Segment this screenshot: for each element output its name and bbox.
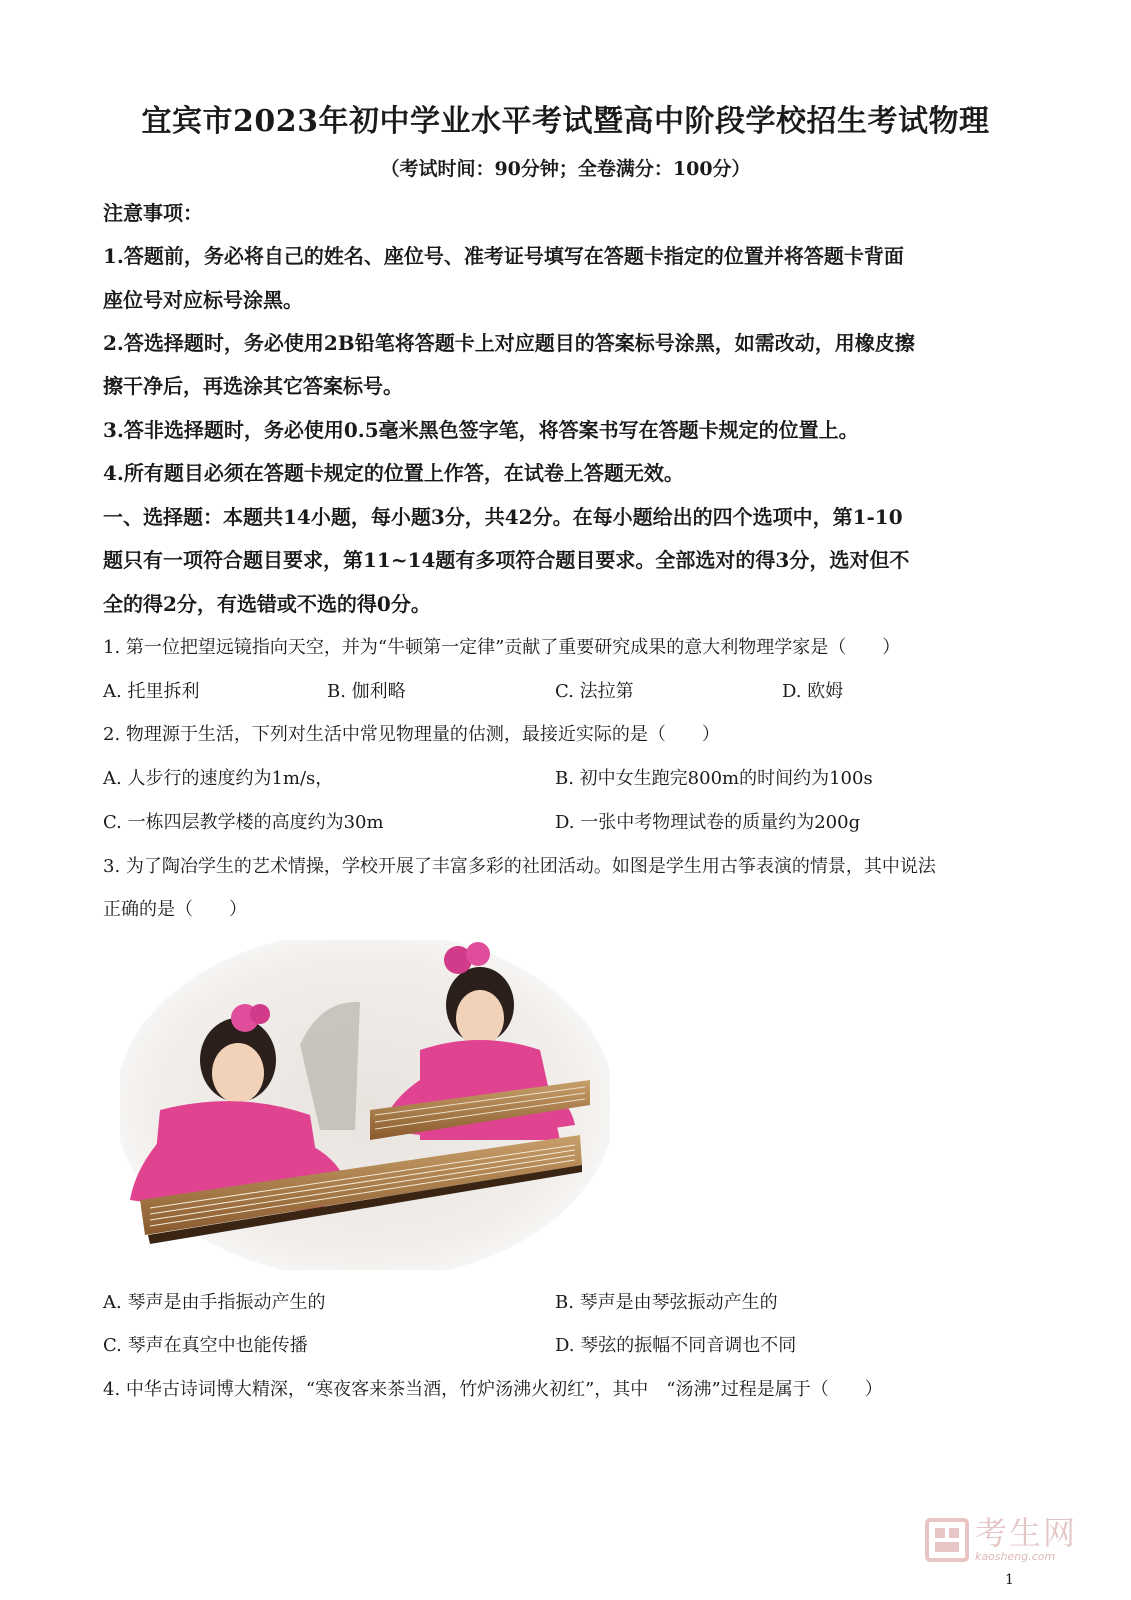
question-3-option-d: D. 琴弦的振幅不同音调也不同 [555,1335,797,1356]
question-3-option-c: C. 琴声在真空中也能传播 [103,1335,308,1356]
kaosheng-watermark [925,1512,1095,1568]
note-line: 2.答选择题时，务必使用2B铅笔将答题卡上对应题目的答案标号涂黑，如需改动，用橡皮擦 [103,331,915,355]
question-1-option-d: D. 欧姆 [782,681,844,702]
question-3-option-a: A. 琴声是由手指振动产生的 [103,1292,326,1313]
question-1-option-a: A. 托里拆利 [103,681,200,702]
question-2-option-b: B. 初中女生跑完800m的时间约为100s [555,768,873,789]
page-title: 宜宾市2023年初中学业水平考试暨高中阶段学校招生考试物理 [141,104,990,139]
note-line: 座位号对应标号涂黑。 [103,288,303,312]
question-2-option-a: A. 人步行的速度约为1m/s， [103,768,334,789]
exam-duration-subtitle: （考试时间：90分钟；全卷满分：100分） [380,158,751,180]
question-1-option-c: C. 法拉第 [555,681,634,702]
section-instructions: 一、选择题：本题共14小题，每小题3分，共42分。在每小题给出的四个选项中，第1-10 [103,505,903,529]
question-3-option-b: B. 琴声是由琴弦振动产生的 [555,1292,778,1313]
note-line: 擦干净后，再选涂其它答案标号。 [103,374,403,398]
note-line: 3.答非选择题时，务必使用0.5毫米黑色签字笔，将答案书写在答题卡规定的位置上。 [103,418,859,442]
question-1-option-b: B. 伽利略 [327,681,406,702]
question-3-stem: 3. 为了陶冶学生的艺术情操，学校开展了丰富多彩的社团活动。如图是学生用古筝表演的情景，其中说法 [103,856,936,877]
page-number: 1 [1005,1572,1014,1588]
section-instructions: 题只有一项符合题目要求，第11~14题有多项符合题目要求。全部选对的得3分，选对但不 [103,548,910,572]
note-line: 4.所有题目必须在答题卡规定的位置上作答，在试卷上答题无效。 [103,461,684,485]
kaosheng-logo-icon [925,1518,969,1562]
notes-heading: 注意事项： [103,201,203,225]
watermark-url: kaosheng.com [975,1550,1056,1563]
question-1-stem: 1. 第一位把望远镜指向天空，并为“牛顿第一定律”贡献了重要研究成果的意大利物理学家是（ ） [103,637,901,658]
question-2-option-d: D. 一张中考物理试卷的质量约为200g [555,812,861,833]
question-2-option-c: C. 一栋四层教学楼的高度约为30m [103,812,384,833]
question-3-stem-continued: 正确的是（ ） [103,899,247,920]
question-2-stem: 2. 物理源于生活，下列对生活中常见物理量的估测，最接近实际的是（ ） [103,724,720,745]
watermark-name: 考生网 [975,1514,1078,1552]
question-4-stem: 4. 中华古诗词博大精深，“寒夜客来茶当酒，竹炉汤沸火初红”，其中 “汤沸”过程是属于（ ） [103,1379,883,1400]
guzheng-performance-photo [120,940,610,1270]
section-instructions: 全的得2分，有选错或不选的得0分。 [103,592,431,616]
note-line: 1.答题前，务必将自己的姓名、座位号、准考证号填写在答题卡指定的位置并将答题卡背面 [103,244,904,268]
